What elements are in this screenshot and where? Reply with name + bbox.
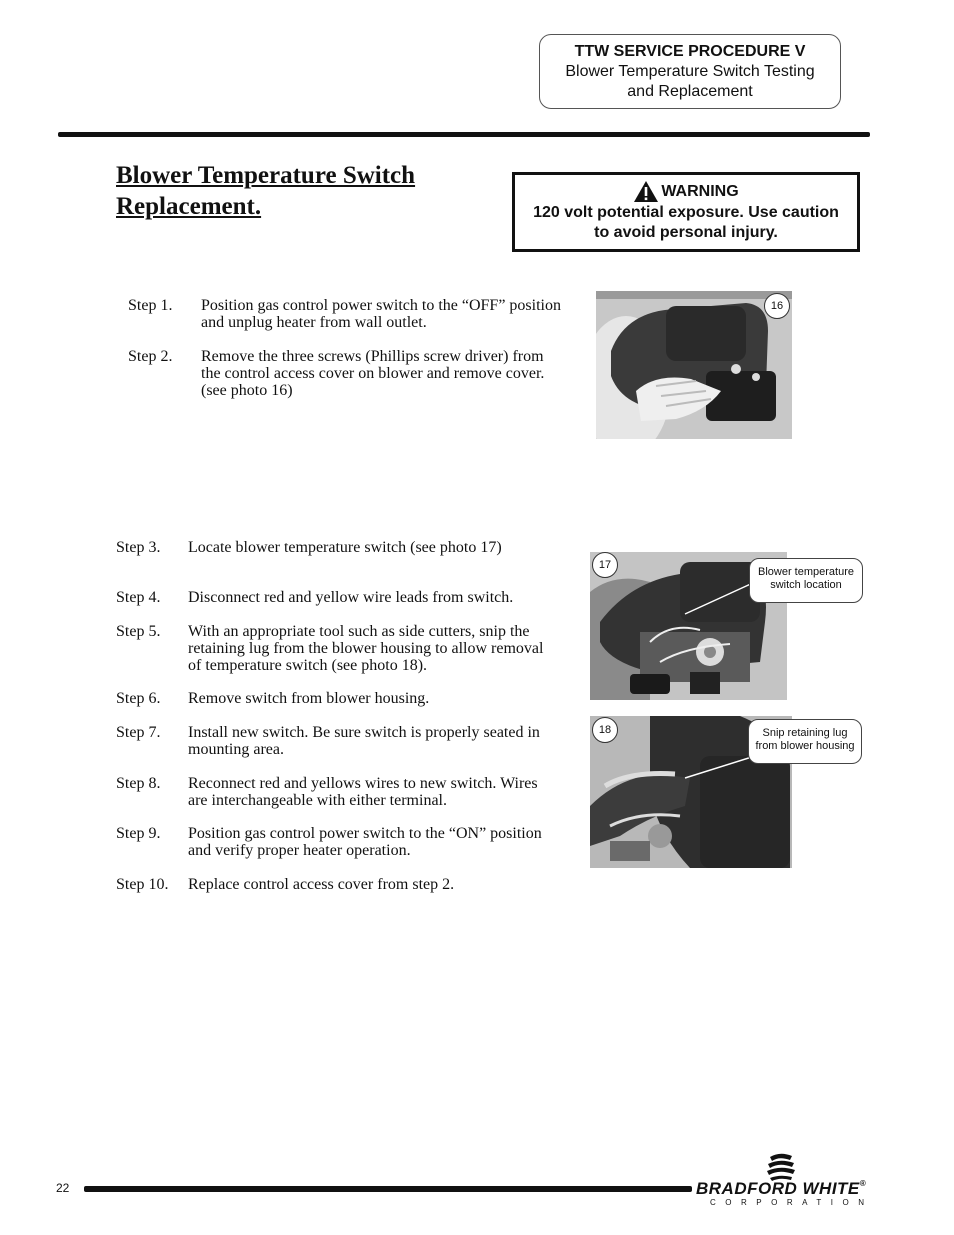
warning-label: WARNING (661, 182, 739, 200)
step-text: Replace control access cover from step 2. (188, 876, 455, 893)
step-text: Disconnect red and yellow wire leads from switch. (188, 589, 514, 606)
page-number: 22 (56, 1181, 70, 1195)
step-text: Locate blower temperature switch (see photo 17) (188, 539, 502, 556)
step-label: Step 10. (116, 876, 169, 893)
photo-number-badge: 18 (592, 717, 618, 743)
step-label: Step 4. (116, 589, 161, 606)
warning-triangle-icon (633, 180, 659, 203)
step-label: Step 3. (116, 539, 161, 556)
flame-logo-icon (764, 1153, 804, 1181)
callout-text-line2: switch location (770, 579, 842, 591)
brand-name: BRADFORD WHITE (696, 1179, 860, 1198)
trademark-symbol: ® (859, 1179, 867, 1188)
bottom-divider (84, 1186, 692, 1192)
section-title (116, 160, 446, 222)
callout-snip-retaining-lug (748, 719, 862, 764)
photo-number-badge: 16 (764, 293, 790, 319)
section-title-line1: Blower Temperature Switch (116, 162, 416, 189)
step-text-reference: (see photo 16) (201, 382, 293, 399)
procedure-subtitle-line2: and Replacement (627, 83, 753, 100)
step-text: With an appropriate tool such as side cutters, snip the retaining lug from the blower housing to allow removal of temperature switch (see photo 18). (188, 623, 544, 674)
brand-subtitle: CORPORATION (710, 1198, 874, 1207)
step-label: Step 5. (116, 623, 161, 640)
procedure-subtitle-line1: Blower Temperature Switch Testing (565, 63, 815, 80)
callout-blower-temperature-switch (749, 558, 863, 603)
step-text: Position gas control power switch to the “OFF” position and unplug heater from wall outlet. (201, 297, 561, 331)
callout-text-line1: Snip retaining lug (762, 727, 848, 739)
step-label: Step 8. (116, 775, 161, 792)
step-label: Step 1. (128, 297, 173, 314)
step-label: Step 2. (128, 348, 173, 365)
warning-text-line2: to avoid personal injury. (594, 224, 778, 241)
photo-16 (596, 291, 792, 439)
step-text: Remove the three screws (Phillips screw driver) from the control access cover on blower and remove cover. (201, 348, 545, 382)
top-divider (58, 132, 870, 137)
callout-text-line1: Blower temperature (758, 566, 854, 578)
step-text: Position gas control power switch to the “ON” position and verify proper heater operation. (188, 825, 542, 859)
step-label: Step 6. (116, 690, 161, 707)
warning-text-line1: 120 volt potential exposure. Use caution (533, 204, 839, 221)
bradford-white-logo-icon (696, 1153, 872, 1209)
section-title-line2: Replacement. (116, 193, 262, 220)
callout-text-line2: from blower housing (755, 740, 855, 752)
step-text: Remove switch from blower housing. (188, 690, 430, 707)
procedure-header-box (539, 34, 841, 109)
step-text: Reconnect red and yellows wires to new switch. Wires are interchangeable with either terminal. (188, 775, 538, 809)
blower-photo-illustration (596, 291, 792, 439)
warning-box (512, 172, 860, 252)
step-label: Step 7. (116, 724, 161, 741)
procedure-title: TTW SERVICE PROCEDURE V (574, 43, 806, 60)
step-label: Step 9. (116, 825, 161, 842)
step-text: Install new switch. Be sure switch is properly seated in mounting area. (188, 724, 540, 758)
photo-number-badge: 17 (592, 552, 618, 578)
